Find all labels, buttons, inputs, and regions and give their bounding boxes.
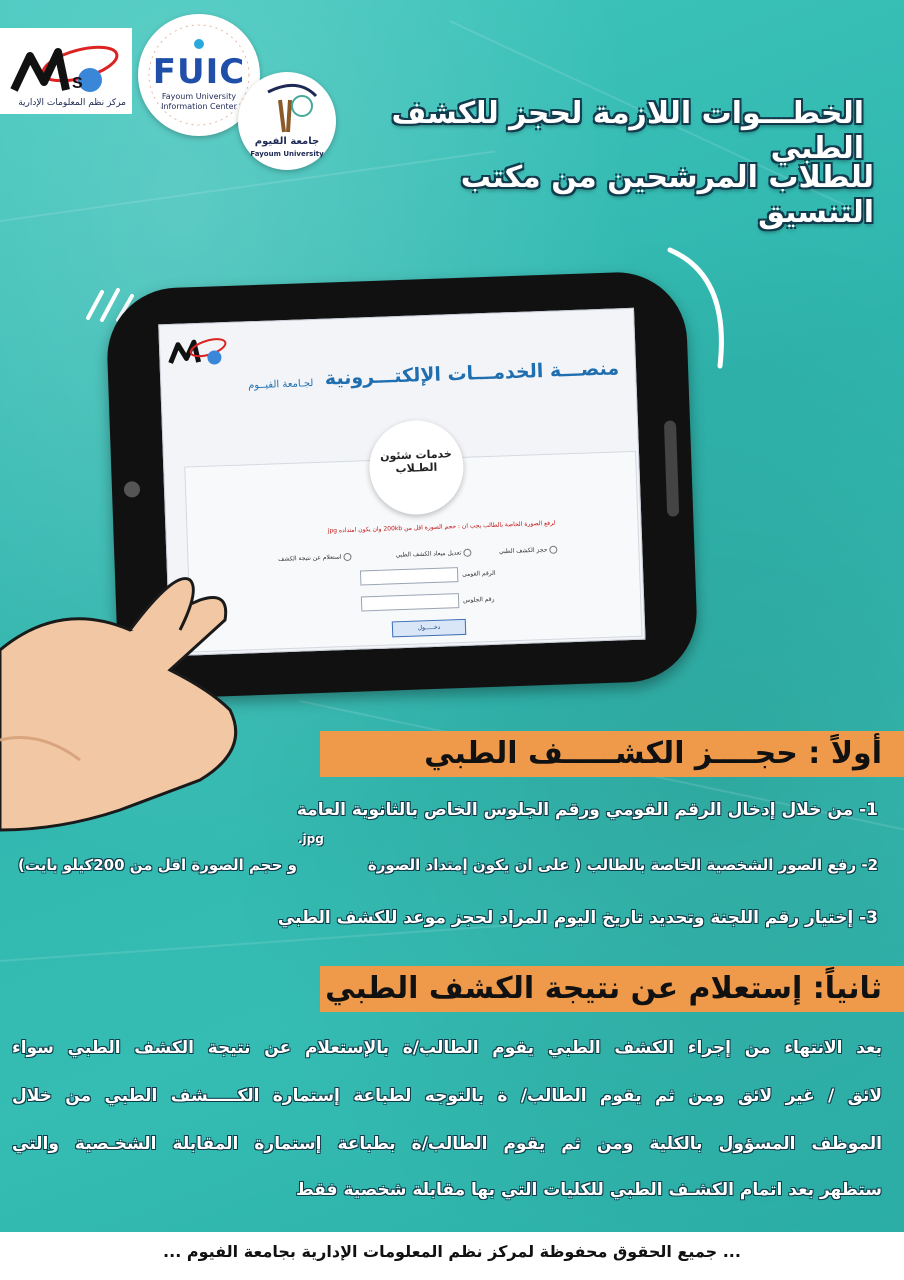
step-2-text-part-2: و حجم الصورة اقل من 200كيلو بايت) [18,856,297,874]
radio-book-exam[interactable]: حجز الكشف الطبي [499,546,558,556]
mis-logo-icon [10,38,120,98]
footer-copyright: ... جميع الحقوق محفوظة لمركز نظم المعلومات الإدارية بجامعة الفيوم ... [163,1242,741,1261]
mis-logo-icon [168,333,229,367]
portal-subtitle: لجـامعة الفيــوم [247,378,314,392]
section2-line-3: الموظف المسؤول بالكلية ومن ثم يقوم الطالب/ة بطباعة إستمارة المقابلة الشخـصية والتي [12,1134,882,1154]
step-1-text: 1- من خلال إدخال الرقم القومي ورقم الجلوس الخاص بالثانوية العامة [296,800,878,820]
step-3-text: 3- إختيار رقم اللجنة وتحديد تاريخ اليوم المراد لحجز موعد للكشف الطبي [277,908,878,928]
radio-inquire-result[interactable]: استعلام عن نتيجة الكشف [278,553,352,564]
step-2-text-part-1: 2- رفع الصور الشخصية الخاصة بالطالب ( على ان يكون إمتداد الصورة [367,856,878,874]
section2-line-1: بعد الانتهاء من إجراء الكشف الطبي يقوم الطالب/ة بالإستعلام عن نتيجة الكشف الطبي سواء [12,1038,882,1058]
service-circle-line-1: خدمات شئون [379,447,453,463]
fuic-logo-name: FUIC [152,52,246,92]
section2-heading: ثانياً: إستعلام عن نتيجة الكشف الطبي [320,966,904,1012]
mis-logo [0,28,132,114]
camera-icon [124,481,141,498]
page-title-line-1: الخطـــوات اللازمة لحجز للكشف الطبي [391,96,864,166]
jpg-extension-label: .jpg [298,832,324,846]
svg-text:S: S [72,75,83,92]
portal-title: منصـــة الخدمـــات الإلكتـــرونية [324,357,620,390]
photo-upload-note: لرفع الصورة الخاصة بالطالب يجب ان : حجم الصورة اقل من 200kb وان يكون امتداده jpg [327,519,556,535]
radio-modify-appointment[interactable]: تعديل ميعاد الكشف الطبي [396,549,472,560]
seat-number-label: رقم الجلوس [462,595,495,604]
mis-logo-caption: مركز نظم المعلومات الإدارية [18,98,126,108]
fuic-logo-subtitle: Fayoum University Information Center [161,92,237,111]
section2-line-4: ستظهر بعد اتمام الكشـف الطبي للكليات التي بها مقابلة شخصية فقط [295,1180,882,1200]
service-circle-line-2: الطـلاب [395,460,438,476]
university-name-arabic: جامعة الفيوم [254,136,320,147]
university-name-english: Fayoum University [250,150,324,158]
enter-button[interactable]: دخـــــول [392,619,467,638]
page-title-line-2: للطلاب المرشحين من مكتب التنسيق [460,160,874,230]
footer [0,1232,904,1280]
national-id-label: الرقم القومى [462,569,496,578]
section2-line-2: لائق / غير لائق ومن ثم يقوم الطالب/ ة بالتوجه لطباعة إستمارة الكـــــشف الطبي من خلال [12,1086,882,1106]
fayoum-university-logo [238,72,336,170]
home-button-icon [664,420,679,516]
section1-heading: أولاً : حجــــز الكشـــــف الطبي [320,731,904,777]
